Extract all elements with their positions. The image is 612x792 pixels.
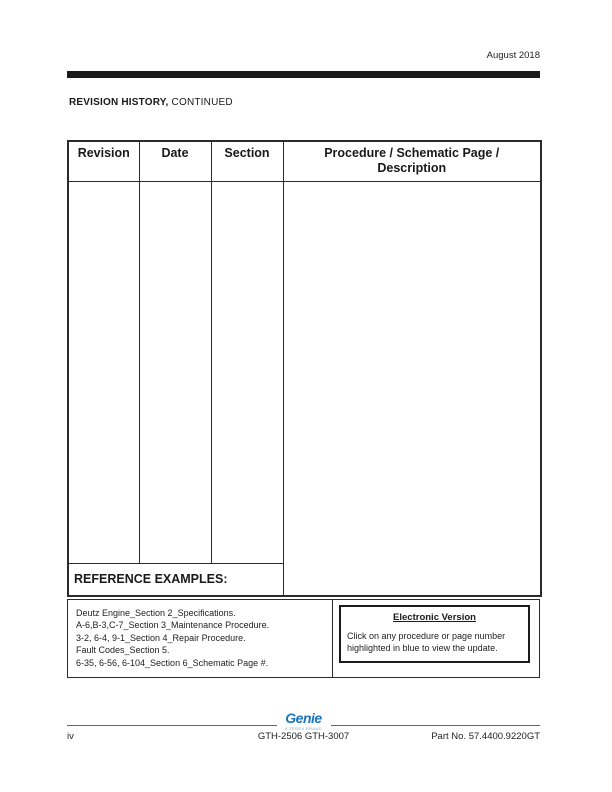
column-header-section: Section [211, 141, 283, 181]
column-header-procedure-line1: Procedure / Schematic Page / [324, 146, 500, 160]
reference-examples-list [68, 600, 333, 677]
electronic-version-title: Electronic Version [393, 612, 476, 623]
section-title-continued: CONTINUED [171, 97, 233, 108]
genie-logo [277, 711, 331, 731]
section-title [69, 97, 233, 108]
revision-history-table [67, 140, 540, 597]
reference-examples-label: REFERENCE EXAMPLES: [68, 563, 283, 596]
reference-box [67, 599, 540, 678]
column-header-procedure-line2: Description [377, 161, 447, 175]
footer-part-number: Part No. 57.4400.9220GT [431, 731, 541, 742]
reference-line: 3-2, 6-4, 9-1_Section 4_Repair Procedure. [76, 632, 246, 643]
column-header-procedure [283, 141, 541, 181]
cell-section-empty [211, 181, 283, 563]
footer-rule-left [67, 711, 277, 726]
reference-line: Deutz Engine_Section 2_Specifications. [76, 608, 236, 618]
electronic-version-text: Click on any procedure or page number highlighted in blue to view the update. [347, 631, 506, 653]
footer-rule [67, 711, 540, 731]
cell-procedure-empty [283, 181, 541, 596]
reference-line: 6-35, 6-56, 6-104_Section 6_Schematic Page #. [76, 657, 269, 668]
cell-date-empty [139, 181, 211, 563]
reference-line: A-6,B-3,C-7_Section 3_Maintenance Procedure. [76, 620, 270, 631]
electronic-version-cell [333, 600, 539, 677]
page-date: August 2018 [486, 50, 540, 61]
genie-logo-text: Genie [285, 710, 322, 726]
footer [67, 731, 540, 742]
column-header-revision: Revision [68, 141, 139, 181]
footer-rule-right [331, 711, 541, 726]
reference-line: Fault Codes_Section 5. [76, 645, 170, 656]
table-empty-row [68, 181, 541, 563]
table-header-row [68, 141, 541, 181]
footer-page-number: iv [67, 731, 74, 742]
electronic-version-box [339, 605, 530, 663]
header-divider-bar [67, 71, 540, 78]
section-title-main: REVISION HISTORY, [69, 97, 169, 108]
column-header-date: Date [139, 141, 211, 181]
footer-model: GTH-2506 GTH-3007 [257, 731, 350, 742]
cell-revision-empty [68, 181, 139, 563]
genie-logo-tagline: A TEREX BRAND [284, 726, 323, 731]
